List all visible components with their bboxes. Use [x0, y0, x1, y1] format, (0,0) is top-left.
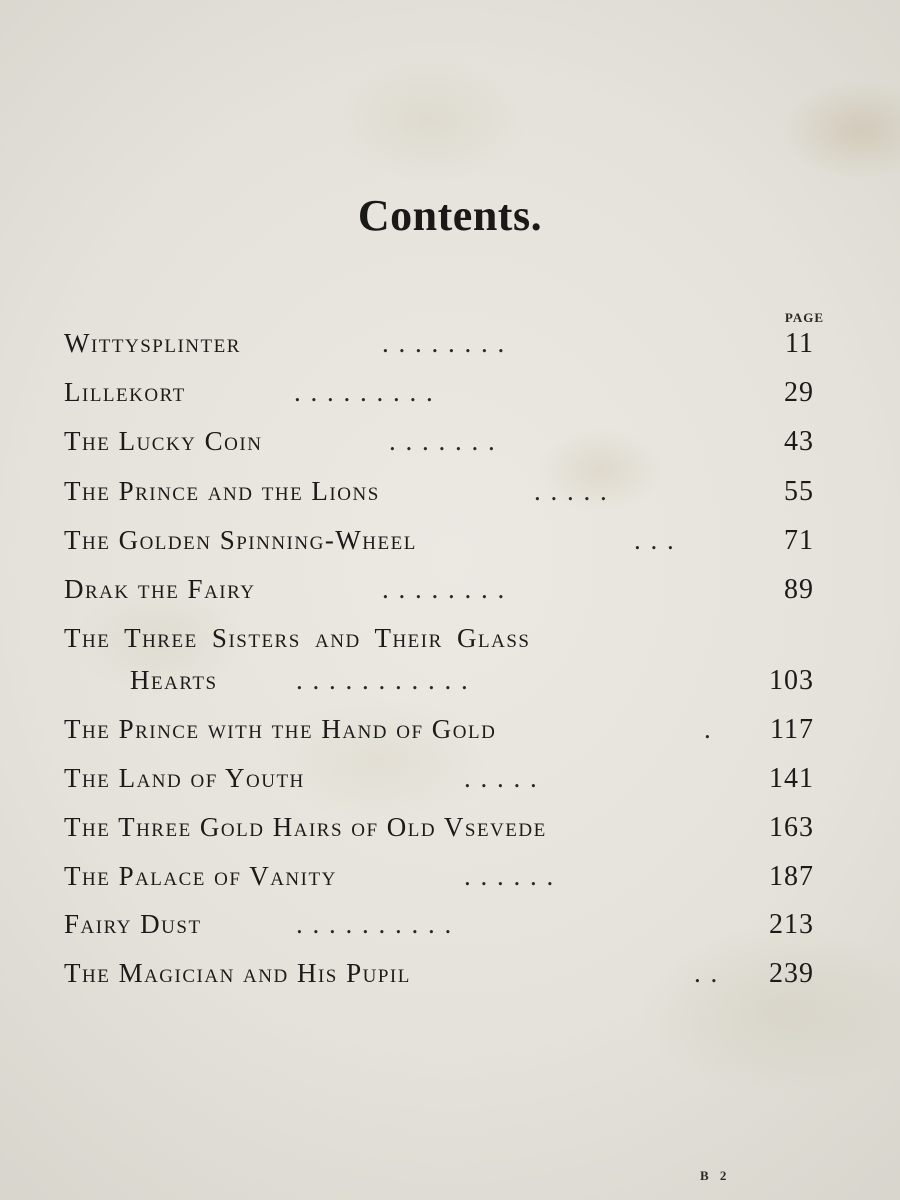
toc-entry-leaders: . . . . . . . .: [382, 574, 506, 604]
toc-entry-title: The Prince with the Hand of Gold: [64, 714, 497, 744]
toc-entry-title: The Land of Youth: [64, 763, 305, 793]
toc-entry-title: Drak the Fairy: [64, 574, 256, 604]
page-title: Contents.: [357, 191, 543, 240]
toc-entry-title: The Three Sisters and Their Glass: [64, 623, 531, 653]
toc-entry-leaders: . . .: [634, 525, 676, 555]
toc-entry-page: 163: [769, 812, 814, 843]
toc-entry-page: 117: [770, 714, 814, 745]
toc-entry-title: Wittysplinter: [64, 328, 241, 358]
toc-entry-leaders: . . . . . . . . . . .: [296, 665, 470, 695]
toc-entry-leaders: . . . . . . . . .: [294, 377, 435, 407]
toc-entry-page: 43: [784, 426, 814, 457]
toc-entry-leaders: . . . . . .: [464, 861, 555, 891]
toc-entry-leaders: . .: [694, 958, 719, 988]
toc-entry-page: 29: [784, 377, 814, 408]
toc-entry-page: 141: [769, 763, 814, 794]
toc-entry-title: The Palace of Vanity: [64, 861, 337, 891]
toc-entry-page: 187: [769, 861, 814, 892]
toc-entry-title: The Prince and the Lions: [64, 476, 380, 506]
page-column-label: PAGE: [784, 310, 824, 325]
toc-entry-title: The Lucky Coin: [64, 426, 263, 456]
toc-entry-leaders: . . . . .: [534, 476, 609, 506]
toc-entry-page: 89: [784, 574, 814, 605]
toc-entry-page: 103: [769, 665, 814, 696]
toc-entry-leaders: . . . . . . . .: [382, 328, 506, 358]
toc-entry-page: 71: [784, 525, 814, 556]
toc-entry-title: The Magician and His Pupil: [64, 958, 411, 988]
toc-entry-leaders: . . . . . . . . . .: [296, 909, 453, 939]
toc-entry-page: 213: [769, 909, 814, 940]
toc-entry-leaders: . . . . . . .: [389, 426, 497, 456]
toc-entry-title: Lillekort: [64, 377, 186, 407]
printer-signature-mark: B 2: [700, 1168, 731, 1183]
toc-entry-page: 11: [785, 328, 814, 359]
toc-entry-leaders: . . . . .: [464, 763, 539, 793]
toc-entry-page: 239: [769, 958, 814, 989]
toc-entry-title-continued: Hearts: [130, 665, 218, 695]
toc-entry-leaders: .: [704, 714, 713, 744]
toc-entry-title: The Three Gold Hairs of Old Vsevede: [64, 812, 547, 842]
toc-entry-page: 55: [784, 476, 814, 507]
toc-entry-title: Fairy Dust: [64, 909, 202, 939]
toc-entry-title: The Golden Spinning-Wheel: [64, 525, 417, 555]
